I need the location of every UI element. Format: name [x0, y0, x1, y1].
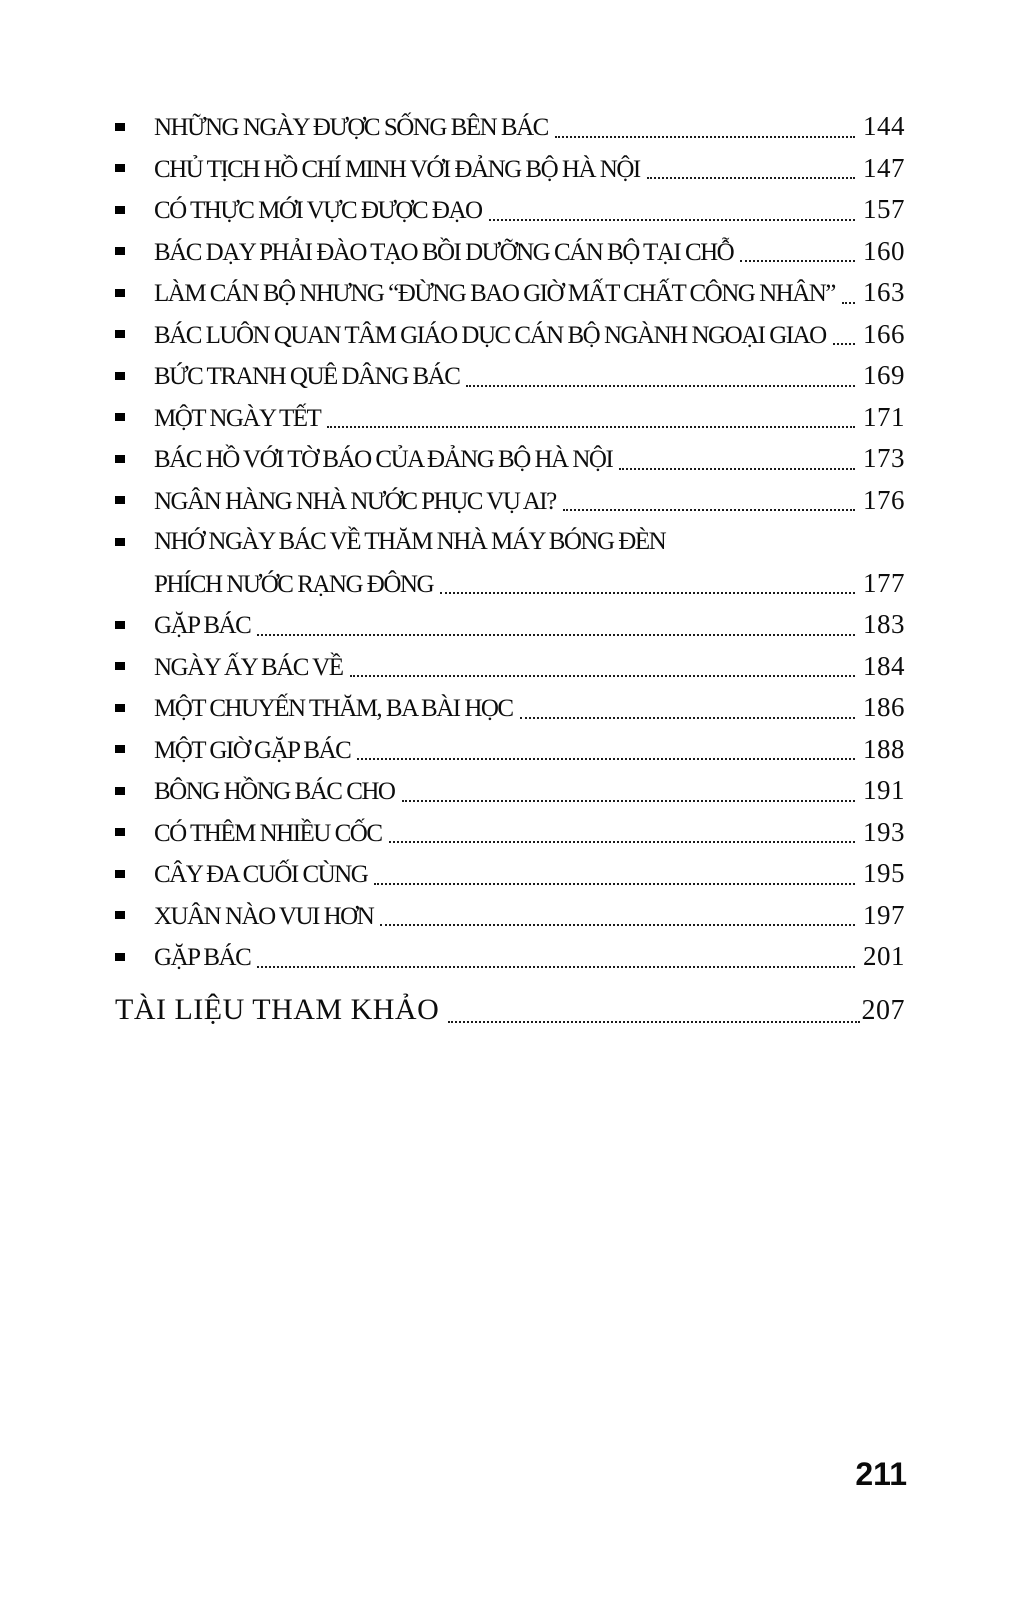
toc-item-title: BỨC TRANH QUÊ DÂNG BÁC — [154, 363, 460, 390]
bullet-square-icon — [115, 828, 125, 836]
toc-item-title: LÀM CÁN BỘ NHƯNG “ĐỪNG BAO GIỜ MẤT CHẤT CÔNG NHÂN” — [154, 280, 835, 307]
toc-item-title: NGÂN HÀNG NHÀ NƯỚC PHỤC VỤ AI? — [154, 487, 556, 515]
bullet-square-icon — [115, 662, 125, 670]
bullet-square-icon — [115, 496, 125, 504]
dot-leader — [520, 717, 855, 719]
toc-item-title: NHỚ NGÀY BÁC VỀ THĂM NHÀ MÁY BÓNG ĐÈN — [154, 528, 666, 555]
toc-item-title: MỘT CHUYẾN THĂM, BA BÀI HỌC — [154, 695, 513, 722]
dot-leader — [647, 177, 855, 179]
toc-item — [115, 106, 905, 148]
toc-item-title: BÔNG HỒNG BÁC CHO — [154, 778, 395, 805]
bullet-square-icon — [115, 787, 125, 795]
bullet-square-icon — [115, 953, 125, 961]
dot-leader — [257, 634, 855, 636]
dot-leader — [402, 800, 856, 802]
toc-item — [115, 563, 905, 605]
toc-item-page: 186 — [863, 692, 905, 722]
toc-item-page: 201 — [863, 941, 905, 971]
table-of-contents — [115, 106, 905, 1034]
toc-item-page: 188 — [863, 733, 905, 764]
toc-item-title: MỘT NGÀY TẾT — [154, 404, 321, 432]
references-title: TÀI LIỆU THAM KHẢO — [115, 992, 440, 1026]
dot-leader — [357, 758, 855, 760]
bullet-square-icon — [115, 704, 125, 712]
references-page: 207 — [861, 994, 905, 1026]
toc-item-page: 197 — [863, 899, 905, 930]
toc-item-page: 147 — [863, 152, 905, 183]
bullet-square-icon — [115, 123, 125, 131]
toc-item-page: 184 — [863, 650, 905, 681]
toc-item-page: 157 — [863, 194, 905, 224]
dot-leader — [350, 675, 856, 677]
toc-item-page: 169 — [863, 360, 905, 390]
toc-item-title: GẶP BÁC — [154, 612, 251, 639]
dot-leader — [619, 468, 855, 470]
toc-item-page: 193 — [863, 816, 905, 847]
toc-item — [115, 231, 905, 273]
page-number: 211 — [855, 1456, 907, 1492]
dot-leader — [489, 219, 855, 221]
dot-leader — [374, 883, 855, 885]
bullet-square-icon — [115, 330, 125, 338]
toc-item — [115, 646, 905, 688]
toc-item-page: 177 — [863, 567, 905, 598]
dot-leader — [380, 924, 855, 926]
toc-item-page: 171 — [863, 401, 905, 432]
bullet-square-icon — [115, 247, 125, 255]
toc-item — [115, 936, 905, 978]
toc-item — [115, 812, 905, 854]
dot-leader — [448, 1021, 859, 1023]
bullet-square-icon — [115, 372, 125, 380]
bullet-square-icon — [115, 870, 125, 878]
toc-item-title: BÁC LUÔN QUAN TÂM GIÁO DỤC CÁN BỘ NGÀNH NGOẠI GIAO — [154, 321, 826, 349]
bullet-square-icon — [115, 164, 125, 172]
toc-item-title: CÓ THỰC MỚI VỰC ĐƯỢC ĐẠO — [154, 197, 482, 224]
toc-item-page: 160 — [863, 235, 905, 266]
toc-item — [115, 314, 905, 356]
toc-item — [115, 687, 905, 729]
toc-item-title: NGÀY ẤY BÁC VỀ — [154, 653, 343, 681]
dot-leader — [842, 302, 855, 304]
toc-item-page: 191 — [863, 775, 905, 805]
toc-item-page: 195 — [863, 858, 905, 888]
toc-item-title: MỘT GIỜ GẶP BÁC — [154, 736, 351, 764]
dot-leader — [466, 385, 855, 387]
dot-leader — [257, 966, 855, 968]
toc-item — [115, 355, 905, 397]
toc-item — [115, 397, 905, 439]
toc-item-title: CHỦ TỊCH HỒ CHÍ MINH VỚI ĐẢNG BỘ HÀ NỘI — [154, 155, 640, 183]
toc-item — [115, 604, 905, 646]
bullet-square-icon — [115, 621, 125, 629]
toc-item-title: GẶP BÁC — [154, 944, 251, 971]
toc-item-page: 166 — [863, 318, 905, 349]
toc-item — [115, 853, 905, 895]
dot-leader — [440, 592, 855, 594]
bullet-square-icon — [115, 745, 125, 753]
toc-item-title: BÁC DẠY PHẢI ĐÀO TẠO BỒI DƯỠNG CÁN BỘ TẠI CHỖ — [154, 238, 734, 266]
dot-leader — [740, 260, 855, 262]
bullet-square-icon — [115, 455, 125, 463]
toc-item — [115, 438, 905, 480]
toc-item-title: CÂY ĐA CUỐI CÙNG — [154, 861, 368, 888]
dot-leader — [327, 426, 855, 428]
toc-item-title: NHỮNG NGÀY ĐƯỢC SỐNG BÊN BÁC — [154, 114, 548, 141]
toc-item — [115, 189, 905, 231]
dot-leader — [833, 343, 855, 345]
bullet-square-icon — [115, 206, 125, 214]
bullet-square-icon — [115, 538, 125, 546]
dot-leader — [389, 841, 855, 843]
bullet-square-icon — [115, 289, 125, 297]
toc-item-title: XUÂN NÀO VUI HƠN — [154, 902, 374, 930]
bullet-square-icon — [115, 413, 125, 421]
toc-item-page: 183 — [863, 609, 905, 639]
toc-item-page: 173 — [863, 443, 905, 473]
dot-leader — [563, 509, 855, 511]
toc-item — [115, 521, 905, 563]
toc-item-title: CÓ THÊM NHIỀU CỐC — [154, 819, 382, 847]
toc-item-title: PHÍCH NƯỚC RẠNG ĐÔNG — [154, 570, 433, 598]
toc-item — [115, 770, 905, 812]
toc-item-title: BÁC HỒ VỚI TỜ BÁO CỦA ĐẢNG BỘ HÀ NỘI — [154, 446, 613, 473]
toc-item — [115, 895, 905, 937]
bullet-square-icon — [115, 911, 125, 919]
toc-item — [115, 480, 905, 522]
toc-item — [115, 729, 905, 771]
toc-item — [115, 148, 905, 190]
toc-item-page: 163 — [863, 277, 905, 307]
toc-item-page: 176 — [863, 484, 905, 515]
references-entry — [115, 986, 905, 1034]
toc-item-page: 144 — [863, 111, 905, 141]
dot-leader — [555, 136, 855, 138]
toc-item — [115, 272, 905, 314]
